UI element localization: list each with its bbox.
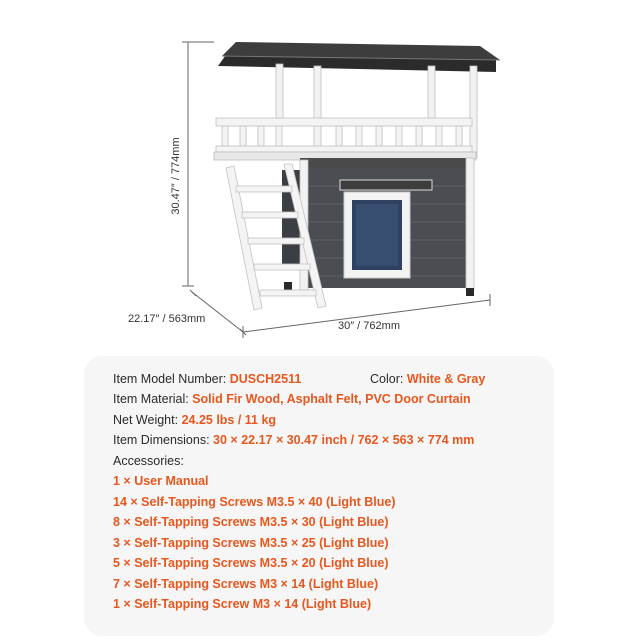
spec-color-row (370, 371, 485, 387)
accessory-item: 7 × Self-Tapping Screws M3 × 14 (Light Blue) (113, 577, 379, 591)
railing-bottom (216, 146, 472, 152)
foot-left (284, 282, 292, 290)
accessory-item: 3 × Self-Tapping Screws M3.5 × 25 (Light Blue) (113, 536, 389, 550)
height-dimension-line (182, 42, 214, 286)
railing-balusters (222, 126, 462, 146)
depth-dimension-label: 22.17″ / 563mm (128, 313, 206, 325)
width-dimension-label: 30″ / 762mm (338, 320, 400, 332)
weight-value: 24.25 lbs / 11 kg (181, 413, 277, 427)
accessory-item: 5 × Self-Tapping Screws M3.5 × 20 (Light Blue) (113, 556, 389, 570)
door-awning (340, 180, 432, 190)
post-front-right (470, 66, 477, 158)
accessories-label: Accessories: (113, 454, 184, 468)
weight-label: Net Weight: (113, 413, 179, 427)
accessory-item: 8 × Self-Tapping Screws M3.5 × 30 (Light Blue) (113, 515, 389, 529)
door-curtain-highlight (356, 204, 398, 266)
accessory-item: 1 × Self-Tapping Screw M3 × 14 (Light Blue) (113, 597, 372, 611)
post-back-right (428, 66, 435, 118)
dims-value: 30 × 22.17 × 30.47 inch / 762 × 563 × 774 mm (213, 433, 475, 447)
spec-dimensions-row (113, 432, 474, 448)
material-label: Item Material: (113, 392, 189, 406)
model-label: Item Model Number: (113, 372, 227, 386)
model-value: DUSCH2511 (229, 372, 302, 386)
foot-right (466, 288, 474, 296)
accessory-item: 1 × User Manual (113, 474, 209, 488)
color-label: Color: (370, 372, 404, 386)
railing-top (216, 118, 472, 126)
height-dimension-label: 30.47″ / 774mm (170, 137, 182, 215)
spec-weight-row (113, 412, 276, 428)
material-value: Solid Fir Wood, Asphalt Felt, PVC Door Curtain (192, 392, 471, 406)
deck-top (300, 158, 470, 168)
accessory-item: 14 × Self-Tapping Screws M3.5 × 40 (Light Blue) (113, 495, 396, 509)
spec-model-row (113, 371, 301, 387)
post-front-left (276, 64, 283, 122)
corner-post-right (466, 158, 474, 290)
color-value: White & Gray (406, 372, 486, 386)
dims-label: Item Dimensions: (113, 433, 210, 447)
spec-material-row (113, 391, 471, 407)
